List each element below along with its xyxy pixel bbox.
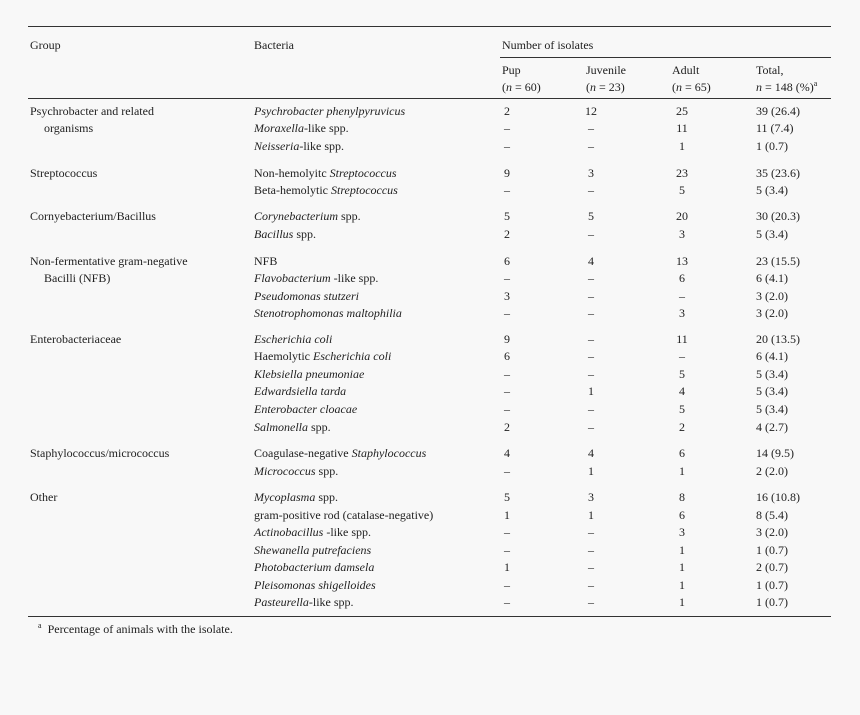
cell-adult: 1 xyxy=(679,560,685,574)
cell-bacteria xyxy=(254,305,402,323)
cell-adult: 3 xyxy=(679,227,685,241)
cell-pup: 2 xyxy=(504,104,510,118)
cell-total: 5 (3.4) xyxy=(756,367,788,381)
cell-juvenile: – xyxy=(588,402,594,416)
cell-total: 4 (2.7) xyxy=(756,420,788,434)
cell-juvenile: – xyxy=(588,560,594,574)
cell-total: 35 (23.6) xyxy=(756,166,800,180)
cell-pup: – xyxy=(504,384,510,398)
cell-juvenile: 4 xyxy=(588,254,594,268)
bacteria-suffix: -like spp. xyxy=(304,121,349,135)
bacteria-italic: Salmonella xyxy=(254,420,308,434)
cell-total: 6 (4.1) xyxy=(756,271,788,285)
cell-total: 8 (5.4) xyxy=(756,508,788,522)
cell-bacteria xyxy=(254,594,354,612)
cell-total: 30 (20.3) xyxy=(756,209,800,223)
cell-pup: – xyxy=(504,121,510,135)
cell-juvenile: 1 xyxy=(588,508,594,522)
cell-adult: 5 xyxy=(679,402,685,416)
header-juvenile-n: (n = 23) xyxy=(586,80,625,94)
bacteria-italic: Stenotrophomonas maltophilia xyxy=(254,306,402,320)
header-pup: Pup xyxy=(502,63,521,77)
cell-bacteria xyxy=(254,489,338,507)
bacteria-suffix: spp. xyxy=(337,209,361,223)
bacteria-italic: Actinobacillus xyxy=(254,525,324,539)
cell-juvenile: – xyxy=(588,367,594,381)
cell-bacteria xyxy=(254,542,371,560)
cell-bacteria xyxy=(254,165,397,183)
cell-group: Other xyxy=(30,490,58,504)
bacteria-text: gram-positive rod (catalase-negative) xyxy=(254,508,434,522)
bacteria-italic: Shewanella putrefaciens xyxy=(254,543,372,557)
cell-juvenile: – xyxy=(588,183,594,197)
bacteria-suffix: spp. xyxy=(315,464,339,478)
bacteria-italic: Pseudomonas stutzeri xyxy=(254,289,359,303)
bacteria-italic: Neisseria xyxy=(254,139,300,153)
cell-pup: – xyxy=(504,367,510,381)
cell-total: 3 (2.0) xyxy=(756,306,788,320)
cell-bacteria xyxy=(254,288,359,306)
bacteria-text: Haemolytic xyxy=(254,349,313,363)
header-group: Group xyxy=(30,38,61,52)
cell-pup: 9 xyxy=(504,332,510,346)
cell-adult: 1 xyxy=(679,578,685,592)
bacteria-suffix: -like spp. xyxy=(323,525,371,539)
cell-pup: 1 xyxy=(504,508,510,522)
bacteria-italic: Pasteurella xyxy=(254,595,309,609)
bacteria-text: Non-hemolyitc xyxy=(254,166,330,180)
cell-bacteria xyxy=(254,559,374,577)
cell-group: Bacilli (NFB) xyxy=(44,271,111,285)
cell-adult: – xyxy=(679,349,685,363)
bacteria-italic: Corynebacterium xyxy=(254,209,338,223)
footnote xyxy=(38,621,233,639)
cell-adult: 1 xyxy=(679,464,685,478)
cell-bacteria xyxy=(254,226,316,244)
cell-pup: – xyxy=(504,402,510,416)
bacteria-italic: Escherichia coli xyxy=(254,332,333,346)
cell-juvenile: – xyxy=(588,578,594,592)
cell-adult: 1 xyxy=(679,543,685,557)
bacteria-italic: Enterobacter cloacae xyxy=(254,402,358,416)
cell-bacteria xyxy=(254,419,331,437)
header-juvenile: Juvenile xyxy=(586,63,626,77)
bacteria-italic: Escherichia coli xyxy=(312,349,392,363)
cell-pup: 2 xyxy=(504,420,510,434)
bacteria-italic: Flavobacterium xyxy=(254,271,331,285)
bottom-rule xyxy=(28,616,831,617)
cell-juvenile: 4 xyxy=(588,446,594,460)
footnote-text: Percentage of animals with the isolate. xyxy=(47,622,233,636)
bacteria-suffix: -like spp. xyxy=(299,139,345,153)
isolates-subrule xyxy=(500,57,831,58)
cell-juvenile: – xyxy=(588,332,594,346)
cell-total: 16 (10.8) xyxy=(756,490,800,504)
cell-pup: 1 xyxy=(504,560,510,574)
cell-adult: 3 xyxy=(679,306,685,320)
cell-total: 5 (3.4) xyxy=(756,402,788,416)
cell-total: 3 (2.0) xyxy=(756,525,788,539)
cell-total: 20 (13.5) xyxy=(756,332,800,346)
cell-pup: – xyxy=(504,464,510,478)
cell-pup: 5 xyxy=(504,490,510,504)
cell-adult: 11 xyxy=(676,121,688,135)
bacteria-suffix: -like spp. xyxy=(330,271,379,285)
cell-pup: – xyxy=(504,595,510,609)
cell-bacteria xyxy=(254,348,391,366)
cell-total: 11 (7.4) xyxy=(756,121,794,135)
cell-group: Enterobacteriaceae xyxy=(30,332,122,346)
cell-total: 14 (9.5) xyxy=(756,446,794,460)
bacteria-suffix: spp. xyxy=(293,227,316,241)
header-pup-n: (n = 60) xyxy=(502,80,541,94)
header-number-of-isolates: Number of isolates xyxy=(502,38,594,52)
cell-adult: 2 xyxy=(679,420,685,434)
cell-pup: – xyxy=(504,306,510,320)
cell-adult: 1 xyxy=(679,595,685,609)
header-total: Total, xyxy=(756,63,784,77)
cell-group: organisms xyxy=(44,121,94,135)
cell-pup: 3 xyxy=(504,289,510,303)
cell-juvenile: – xyxy=(588,121,594,135)
cell-bacteria xyxy=(254,445,426,463)
cell-pup: – xyxy=(504,543,510,557)
header-adult-n: (n = 65) xyxy=(672,80,711,94)
cell-bacteria xyxy=(254,120,349,138)
cell-juvenile: 12 xyxy=(585,104,597,118)
cell-pup: – xyxy=(504,271,510,285)
cell-juvenile: – xyxy=(588,289,594,303)
cell-adult: 6 xyxy=(679,271,685,285)
cell-juvenile: 3 xyxy=(588,166,594,180)
cell-adult: – xyxy=(679,289,685,303)
header-adult: Adult xyxy=(672,63,700,77)
cell-juvenile: – xyxy=(588,271,594,285)
bacteria-italic: Pleisomonas shigelloides xyxy=(254,578,376,592)
cell-adult: 5 xyxy=(679,367,685,381)
cell-juvenile: – xyxy=(588,525,594,539)
cell-bacteria xyxy=(254,401,357,419)
cell-juvenile: 1 xyxy=(588,464,594,478)
bacteria-text: NFB xyxy=(254,254,278,268)
cell-pup: 6 xyxy=(504,254,510,268)
cell-total: 5 (3.4) xyxy=(756,227,788,241)
cell-pup: 4 xyxy=(504,446,510,460)
cell-adult: 13 xyxy=(676,254,688,268)
cell-total: 5 (3.4) xyxy=(756,384,788,398)
bacteria-italic: Moraxella xyxy=(254,121,304,135)
cell-pup: 2 xyxy=(504,227,510,241)
cell-juvenile: 3 xyxy=(588,490,594,504)
cell-adult: 4 xyxy=(679,384,685,398)
cell-pup: 5 xyxy=(504,209,510,223)
cell-bacteria xyxy=(254,524,371,542)
cell-juvenile: – xyxy=(588,420,594,434)
cell-juvenile: – xyxy=(588,139,594,153)
cell-total: 2 (0.7) xyxy=(756,560,788,574)
cell-total: 3 (2.0) xyxy=(756,289,788,303)
bacteria-italic: Streptococcus xyxy=(329,166,397,180)
cell-bacteria xyxy=(254,507,433,525)
cell-adult: 6 xyxy=(679,446,685,460)
bacteria-text: Beta-hemolytic xyxy=(254,183,331,197)
cell-adult: 25 xyxy=(676,104,688,118)
cell-pup: – xyxy=(504,578,510,592)
cell-total: 1 (0.7) xyxy=(756,543,788,557)
cell-bacteria xyxy=(254,383,346,401)
cell-adult: 23 xyxy=(676,166,688,180)
bacteria-italic: Bacillus xyxy=(254,227,294,241)
cell-juvenile: – xyxy=(588,227,594,241)
header-rule xyxy=(28,98,831,99)
cell-bacteria xyxy=(254,138,344,156)
cell-bacteria xyxy=(254,103,405,121)
cell-total: 39 (26.4) xyxy=(756,104,800,118)
cell-juvenile: 5 xyxy=(588,209,594,223)
cell-juvenile: – xyxy=(588,543,594,557)
footnote-marker: a xyxy=(38,621,42,630)
cell-juvenile: – xyxy=(588,595,594,609)
cell-adult: 8 xyxy=(679,490,685,504)
header-total-n: n = 148 (%)$^a$ xyxy=(756,79,818,94)
cell-total: 1 (0.7) xyxy=(756,578,788,592)
bacteria-italic: Klebsiella pneumoniae xyxy=(254,367,365,381)
cell-bacteria xyxy=(254,208,361,226)
cell-juvenile: – xyxy=(588,306,594,320)
cell-total: 5 (3.4) xyxy=(756,183,788,197)
cell-pup: – xyxy=(504,525,510,539)
bacteria-suffix: spp. xyxy=(308,420,331,434)
bacteria-italic: Micrococcus xyxy=(254,464,316,478)
bacteria-text: Coagulase-negative xyxy=(254,446,352,460)
bacteria-italic: Psychrobacter phenylpyruvicus xyxy=(254,104,406,118)
cell-total: 6 (4.1) xyxy=(756,349,788,363)
cell-pup: – xyxy=(504,139,510,153)
cell-adult: 20 xyxy=(676,209,688,223)
cell-adult: 11 xyxy=(676,332,688,346)
cell-pup: 6 xyxy=(504,349,510,363)
bacteria-italic: Streptococcus xyxy=(330,183,398,197)
cell-adult: 6 xyxy=(679,508,685,522)
bacteria-suffix: -like spp. xyxy=(308,595,354,609)
cell-total: 23 (15.5) xyxy=(756,254,800,268)
cell-total: 1 (0.7) xyxy=(756,139,788,153)
bacteria-italic: Mycoplasma xyxy=(254,490,316,504)
cell-bacteria xyxy=(254,253,277,271)
cell-bacteria xyxy=(254,577,376,595)
bacteria-suffix: spp. xyxy=(315,490,338,504)
cell-juvenile: 1 xyxy=(588,384,594,398)
cell-group: Psychrobacter and related xyxy=(30,104,154,118)
cell-juvenile: – xyxy=(588,349,594,363)
top-rule xyxy=(28,26,831,27)
header-bacteria: Bacteria xyxy=(254,38,294,52)
bacteria-italic: Edwardsiella tarda xyxy=(254,384,347,398)
cell-total: 1 (0.7) xyxy=(756,595,788,609)
cell-bacteria xyxy=(254,463,338,481)
cell-total: 2 (2.0) xyxy=(756,464,788,478)
cell-bacteria xyxy=(254,331,332,349)
cell-adult: 5 xyxy=(679,183,685,197)
cell-group: Non-fermentative gram-negative xyxy=(30,254,188,268)
cell-bacteria xyxy=(254,366,364,384)
bacteria-italic: Photobacterium damsela xyxy=(254,560,375,574)
cell-pup: – xyxy=(504,183,510,197)
cell-adult: 3 xyxy=(679,525,685,539)
bacteria-italic: Staphylococcus xyxy=(351,446,427,460)
cell-group: Cornyebacterium/Bacillus xyxy=(30,209,156,223)
cell-bacteria xyxy=(254,270,378,288)
cell-group: Streptococcus xyxy=(30,166,98,180)
cell-pup: 9 xyxy=(504,166,510,180)
cell-bacteria xyxy=(254,182,398,200)
cell-adult: 1 xyxy=(679,139,685,153)
cell-group: Staphylococcus/micrococcus xyxy=(30,446,170,460)
